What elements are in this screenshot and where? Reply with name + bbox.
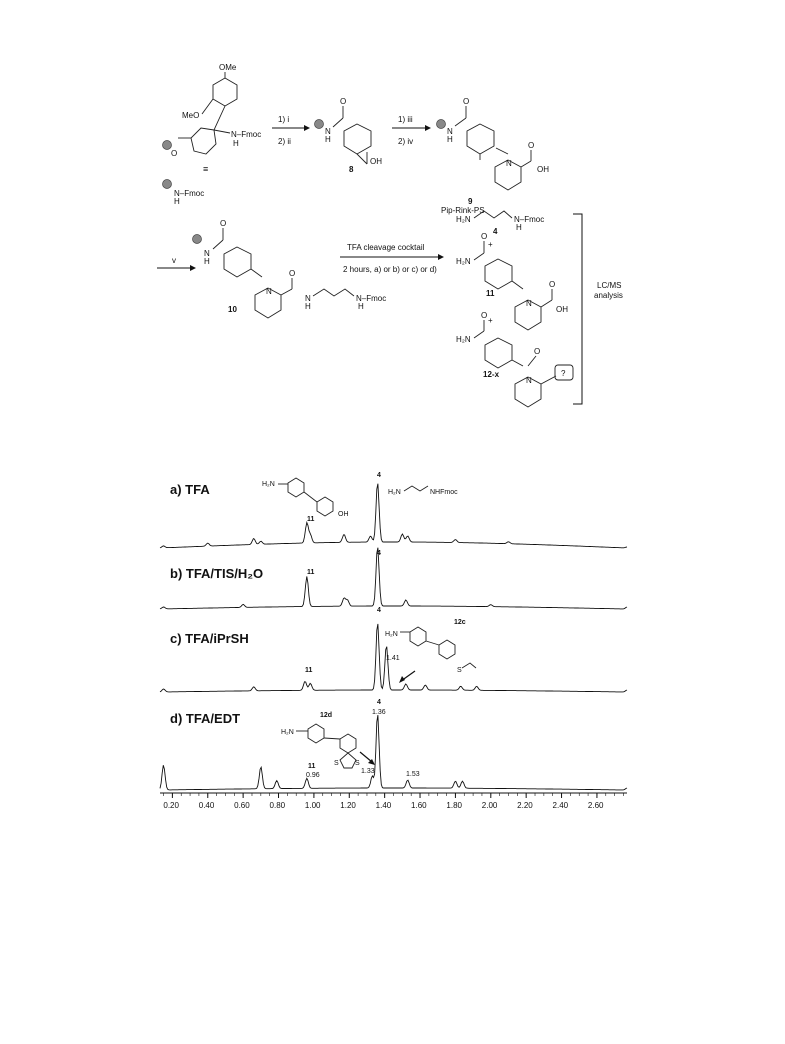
inset-h2n: H₂N bbox=[385, 631, 398, 638]
o-label: O bbox=[481, 311, 488, 320]
n-label: N bbox=[305, 294, 311, 303]
n-fmoc-label-1: N–Fmoc bbox=[231, 130, 262, 139]
h-label: H bbox=[325, 135, 331, 144]
cleavage-arrow bbox=[340, 243, 444, 274]
h-label-1: H bbox=[233, 139, 239, 148]
peak-label-11: 11 bbox=[307, 516, 315, 523]
compound-12d-label: 12d bbox=[320, 712, 333, 719]
compound-11-label: 11 bbox=[486, 289, 495, 298]
x-tick-label: 0.20 bbox=[163, 801, 179, 810]
product-11-structure bbox=[456, 232, 568, 330]
reaction-arrow-1 bbox=[272, 115, 310, 146]
o-label-linker: O bbox=[171, 149, 178, 158]
inset-s: S bbox=[457, 667, 462, 674]
step1-reagent-i: 1) i bbox=[278, 115, 290, 124]
compound-12x-label: 12-x bbox=[483, 370, 500, 379]
oh-label: OH bbox=[556, 305, 568, 314]
compound-9-label: 9 bbox=[468, 197, 473, 206]
chromatogram-figure bbox=[160, 472, 627, 810]
o-label: O bbox=[549, 280, 556, 289]
compound-9-name: Pip-Rink-PS bbox=[441, 206, 485, 215]
h-label: H bbox=[358, 302, 364, 311]
inset-s-1: S bbox=[334, 760, 339, 767]
analysis-label-2: analysis bbox=[594, 291, 623, 300]
x-tick-label: 1.00 bbox=[304, 801, 321, 810]
compound-9-structure bbox=[437, 97, 550, 215]
x-tick-label: 1.40 bbox=[375, 801, 392, 810]
inset-h2n: H₂N bbox=[262, 481, 275, 488]
reaction-arrow-2 bbox=[392, 115, 431, 146]
compound-8-structure bbox=[315, 97, 383, 174]
equivalence-symbol: ≡ bbox=[203, 164, 209, 174]
peak-label-4: 4 bbox=[377, 607, 381, 614]
oh-label: OH bbox=[537, 165, 549, 174]
panel-a-label: a) TFA bbox=[170, 482, 210, 497]
x-tick-label: 2.60 bbox=[587, 801, 604, 810]
x-tick-label: 0.80 bbox=[269, 801, 286, 810]
n-fmoc-label-2: N–Fmoc bbox=[174, 189, 205, 198]
inset-h2n-4: H₂N bbox=[388, 489, 401, 496]
reaction-arrow-3 bbox=[157, 256, 196, 271]
o-label: O bbox=[528, 141, 535, 150]
panel-b-annotations bbox=[307, 550, 381, 576]
product-12x-structure bbox=[456, 311, 573, 407]
o-label: O bbox=[481, 232, 488, 241]
panel-c-annotations bbox=[305, 607, 476, 683]
inset-h2n: H₂N bbox=[281, 729, 294, 736]
compound-8-label: 8 bbox=[349, 165, 354, 174]
peak-label-133: 1.33 bbox=[361, 768, 375, 775]
peak-label-11: 11 bbox=[305, 667, 313, 674]
h2n-label: H₂N bbox=[456, 257, 471, 266]
n-label: N bbox=[447, 127, 453, 136]
n-fmoc-label: N–Fmoc bbox=[356, 294, 387, 303]
x-axis bbox=[160, 793, 627, 810]
x-tick-label: 2.00 bbox=[481, 801, 498, 810]
h-label: H bbox=[447, 135, 453, 144]
peak-label-11: 11 bbox=[307, 569, 315, 576]
peak-label-096: 0.96 bbox=[306, 772, 320, 779]
analysis-label-1: LC/MS bbox=[597, 281, 622, 290]
h-label-2: H bbox=[174, 197, 180, 206]
h-label: H bbox=[204, 257, 210, 266]
n-label: N bbox=[204, 249, 210, 258]
x-tick-label: 1.20 bbox=[340, 801, 356, 810]
o-label: O bbox=[289, 269, 296, 278]
panel-c-label: c) TFA/iPrSH bbox=[170, 631, 249, 646]
analysis-bracket bbox=[573, 214, 623, 404]
peak-label-153: 1.53 bbox=[406, 771, 420, 778]
product-4-structure bbox=[456, 211, 544, 236]
inset-s-2: S bbox=[355, 760, 360, 767]
compound-10-label: 10 bbox=[228, 305, 237, 314]
panel-a-annotations bbox=[262, 472, 458, 523]
unknown-group-label: ? bbox=[561, 369, 566, 378]
chromatogram-trace-d bbox=[160, 715, 627, 790]
h-label: H bbox=[305, 302, 311, 311]
x-tick-label: 2.20 bbox=[517, 801, 533, 810]
peak-label-136: 1.36 bbox=[372, 709, 386, 716]
peak-label-4: 4 bbox=[377, 472, 381, 479]
panel-d-label: d) TFA/EDT bbox=[170, 711, 241, 726]
x-tick-label: 0.60 bbox=[234, 801, 250, 810]
resin-bead-icon bbox=[163, 141, 172, 150]
peak-label-4: 4 bbox=[377, 550, 381, 557]
o-label: O bbox=[463, 97, 470, 106]
x-tick-label: 0.40 bbox=[198, 801, 215, 810]
h-label: H bbox=[516, 223, 522, 232]
resin-bead-icon bbox=[315, 120, 324, 129]
panel-d-annotations bbox=[281, 699, 420, 779]
x-tick-label: 2.40 bbox=[552, 801, 569, 810]
ome-top-label: OMe bbox=[219, 63, 237, 72]
n-fmoc-label: N–Fmoc bbox=[514, 215, 545, 224]
inset-nhfmoc: NHFmoc bbox=[430, 489, 458, 496]
n-label: N bbox=[325, 127, 331, 136]
peak-label-141: 1.41 bbox=[386, 655, 400, 662]
step3-reagent-v: v bbox=[172, 256, 176, 265]
plus-sign: + bbox=[488, 316, 493, 325]
step2-reagent-iv: 2) iv bbox=[398, 137, 414, 146]
meo-label: MeO bbox=[182, 111, 200, 120]
resin-bead-icon bbox=[163, 180, 172, 189]
n-label: N bbox=[526, 299, 532, 308]
step1-reagent-ii: 2) ii bbox=[278, 137, 291, 146]
inset-oh: OH bbox=[338, 511, 349, 518]
n-label: N bbox=[266, 287, 272, 296]
compound-12c-label: 12c bbox=[454, 619, 466, 626]
cleavage-conditions-label: 2 hours, a) or b) or c) or d) bbox=[343, 265, 437, 274]
peak-label-11: 11 bbox=[308, 763, 316, 770]
resin-bead-icon bbox=[437, 120, 446, 129]
o-label: O bbox=[340, 97, 347, 106]
compound-4-label: 4 bbox=[493, 227, 498, 236]
oh-label: OH bbox=[370, 157, 382, 166]
n-label: N bbox=[506, 159, 512, 168]
rink-linker-structure bbox=[163, 63, 262, 206]
resin-bead-icon bbox=[193, 235, 202, 244]
peak-label-4: 4 bbox=[377, 699, 381, 706]
step2-reagent-iii: 1) iii bbox=[398, 115, 413, 124]
h2n-label: H₂N bbox=[456, 215, 471, 224]
cleavage-cocktail-label: TFA cleavage cocktail bbox=[347, 243, 425, 252]
reaction-scheme bbox=[157, 63, 623, 407]
n-label: N bbox=[526, 376, 532, 385]
plus-sign: + bbox=[488, 240, 493, 249]
o-label: O bbox=[534, 347, 541, 356]
panel-b-label: b) TFA/TIS/H₂O bbox=[170, 566, 264, 581]
x-tick-label: 1.80 bbox=[446, 801, 462, 810]
o-label: O bbox=[220, 219, 227, 228]
x-tick-label: 1.60 bbox=[411, 801, 427, 810]
h2n-label: H₂N bbox=[456, 335, 471, 344]
